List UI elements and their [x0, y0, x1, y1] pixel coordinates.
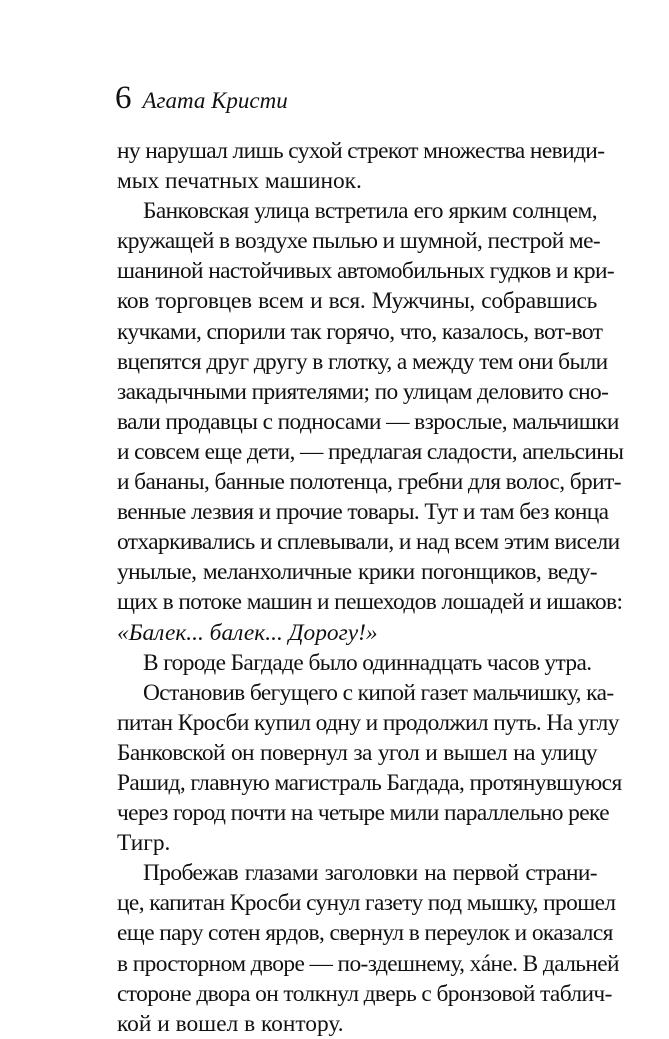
text-line: через город почти на четыре мили параллельно реке [117, 800, 609, 827]
text-line: венные лезвия и прочие товары. Тут и там без конца [117, 499, 609, 526]
text-line: Пробежав глазами заголовки на первой страни- [143, 860, 597, 887]
text-line: закадычными приятелями; по улицам деловито сно- [117, 378, 609, 405]
text-line: унылые, меланхоличные крики погонщиков, веду- [117, 559, 597, 586]
text-line: Банковская улица встретила его ярким солнцем, [143, 198, 597, 225]
text-line: еще пару сотен ярдов, свернул в переулок и оказался [117, 920, 613, 947]
text-line: Остановив бегущего с кипой газет мальчишку, ка- [143, 679, 614, 706]
text-line: Банковской он повернул за угол и вышел на улицу [117, 739, 597, 766]
text-line: мых печатных машинок. [117, 168, 362, 195]
text-line: Рашид, главную магистраль Багдада, протянувшуюся [117, 769, 622, 796]
text-line: В городе Багдаде было одиннадцать часов утра. [143, 649, 592, 676]
running-title: Агата Кристи [142, 88, 288, 113]
text-line: стороне двора он толкнул дверь с бронзовой таблич- [117, 980, 612, 1007]
text-line: «Балек... балек... Дорогу!» [117, 619, 378, 646]
text-line: ну нарушал лишь сухой стрекот множества невиди- [117, 138, 605, 164]
text-line: кой и вошел в контору. [117, 1010, 344, 1037]
text-line: вали продавцы с подносами — взрослые, мальчишки [117, 408, 619, 435]
text-line: щих в потоке машин и пешеходов лошадей и ишаков: [117, 589, 623, 616]
body-text [117, 136, 624, 1039]
text-line: кучками, спорили так горячо, что, казалось, вот-вот [117, 318, 603, 345]
text-line: це, капитан Кросби сунул газету под мышку, прошел [117, 890, 616, 917]
text-line: и бананы, банные полотенца, гребни для волос, брит- [117, 469, 621, 496]
text-line: отхаркивались и сплевывали, и над всем этим висели [117, 529, 620, 556]
text-line: ков торговцев всем и вся. Мужчины, собравшись [117, 288, 597, 315]
text-line: кружащей в воздухе пылью и шумной, пестрой ме- [117, 228, 601, 255]
page-header [115, 78, 288, 118]
text-line: Тигр. [117, 830, 171, 857]
text-line: питан Кросби купил одну и продолжил путь. На углу [117, 709, 619, 736]
text-line: шаниной настойчивых автомобильных гудков и кри- [117, 258, 615, 285]
text-line: в просторном дворе — по-здешнему, хáне. В дальней [117, 950, 619, 977]
text-line: вцепятся друг другу в глотку, а между тем они были [117, 348, 608, 375]
page-number: 6 [115, 80, 132, 116]
text-line: и совсем еще дети, — предлагая сладости, апельсины [117, 438, 624, 465]
